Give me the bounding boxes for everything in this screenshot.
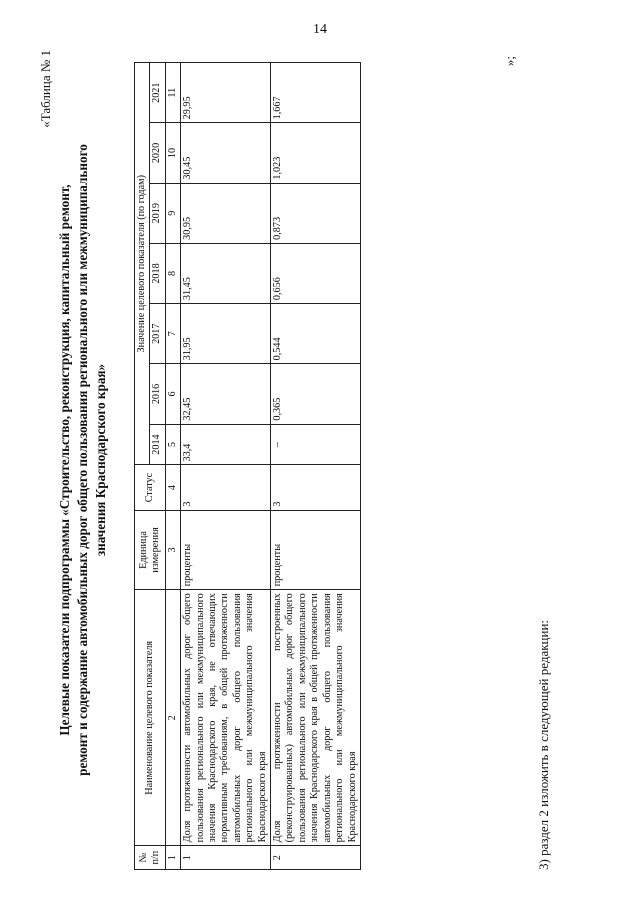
row-num: 1 bbox=[181, 846, 271, 870]
row-value: 29,95 bbox=[181, 63, 271, 123]
column-number: 10 bbox=[165, 123, 180, 183]
column-number: 1 bbox=[165, 846, 180, 870]
header-year: 2018 bbox=[150, 243, 165, 303]
column-number: 11 bbox=[165, 63, 180, 123]
row-value: 0,365 bbox=[271, 364, 361, 424]
header-year: 2016 bbox=[150, 364, 165, 424]
header-values-group: Значение целевого показателя (по годам) bbox=[135, 63, 150, 465]
column-number: 8 bbox=[165, 243, 180, 303]
column-number: 3 bbox=[165, 510, 180, 590]
header-status: Статус bbox=[135, 465, 166, 510]
title-line-1: Целевые показатели подпрограммы «Строительство, реконструкция, капитальный ремонт, bbox=[57, 184, 72, 736]
row-value: – bbox=[271, 424, 361, 465]
table-row bbox=[271, 63, 361, 870]
row-value: 33,4 bbox=[181, 424, 271, 465]
column-number-row bbox=[165, 63, 180, 870]
row-value: 32,45 bbox=[181, 364, 271, 424]
rotated-landscape-sheet bbox=[30, 50, 590, 870]
header-year: 2020 bbox=[150, 123, 165, 183]
row-value: 30,95 bbox=[181, 183, 271, 243]
title-line-3: значения Краснодарского края» bbox=[93, 363, 108, 557]
row-value: 30,45 bbox=[181, 123, 271, 183]
title-line-2: ремонт и содержание автомобильных дорог общего пользования регионального или межмуниципального bbox=[75, 144, 90, 776]
row-num: 2 bbox=[271, 846, 361, 870]
column-number: 2 bbox=[165, 590, 180, 846]
header-row-1 bbox=[135, 63, 150, 870]
header-unit: Единица измерения bbox=[135, 510, 166, 590]
row-value: 31,45 bbox=[181, 243, 271, 303]
section-note: 3) раздел 2 изложить в следующей редакции: bbox=[536, 619, 551, 870]
header-year: 2019 bbox=[150, 183, 165, 243]
row-value: 31,95 bbox=[181, 304, 271, 364]
header-num: № п/п bbox=[135, 846, 166, 870]
closing-mark: »; bbox=[502, 56, 517, 67]
row-indicator-name: Доля протяженности автомобильных дорог общего пользования регионального или межмуниципального значения Краснодарского края, не отвечающих нормативным требованиям, в общей протяженности автомобильных дорог общего пользования регионального или межмуниципального значения Краснодарского края bbox=[181, 590, 271, 846]
header-name: Наименование целевого показателя bbox=[135, 590, 166, 846]
header-year: 2021 bbox=[150, 63, 165, 123]
row-indicator-name: Доля протяженности построенных (реконструированных) автомобильных дорог общего пользования регионального или межмуниципального значения Краснодарского края в общей протяженности автомобильных дорог общего пользования регионального или межмуниципального значения Краснодарского края bbox=[271, 590, 361, 846]
table-row bbox=[181, 63, 271, 870]
page-number: 14 bbox=[313, 22, 327, 37]
row-value: 1,667 bbox=[271, 63, 361, 123]
column-number: 9 bbox=[165, 183, 180, 243]
row-status: 3 bbox=[181, 465, 271, 510]
row-value: 0,873 bbox=[271, 183, 361, 243]
column-number: 7 bbox=[165, 304, 180, 364]
header-year: 2017 bbox=[150, 304, 165, 364]
row-value: 1,023 bbox=[271, 123, 361, 183]
column-number: 5 bbox=[165, 424, 180, 465]
column-number: 6 bbox=[165, 364, 180, 424]
row-value: 0,656 bbox=[271, 243, 361, 303]
row-value: 0,544 bbox=[271, 304, 361, 364]
indicators-table bbox=[134, 62, 361, 870]
table-title bbox=[56, 90, 110, 830]
table-label: «Таблица № 1 bbox=[38, 50, 53, 128]
row-unit: проценты bbox=[271, 510, 361, 590]
row-unit: проценты bbox=[181, 510, 271, 590]
row-status: 3 bbox=[271, 465, 361, 510]
column-number: 4 bbox=[165, 465, 180, 510]
header-year: 2014 bbox=[150, 424, 165, 465]
